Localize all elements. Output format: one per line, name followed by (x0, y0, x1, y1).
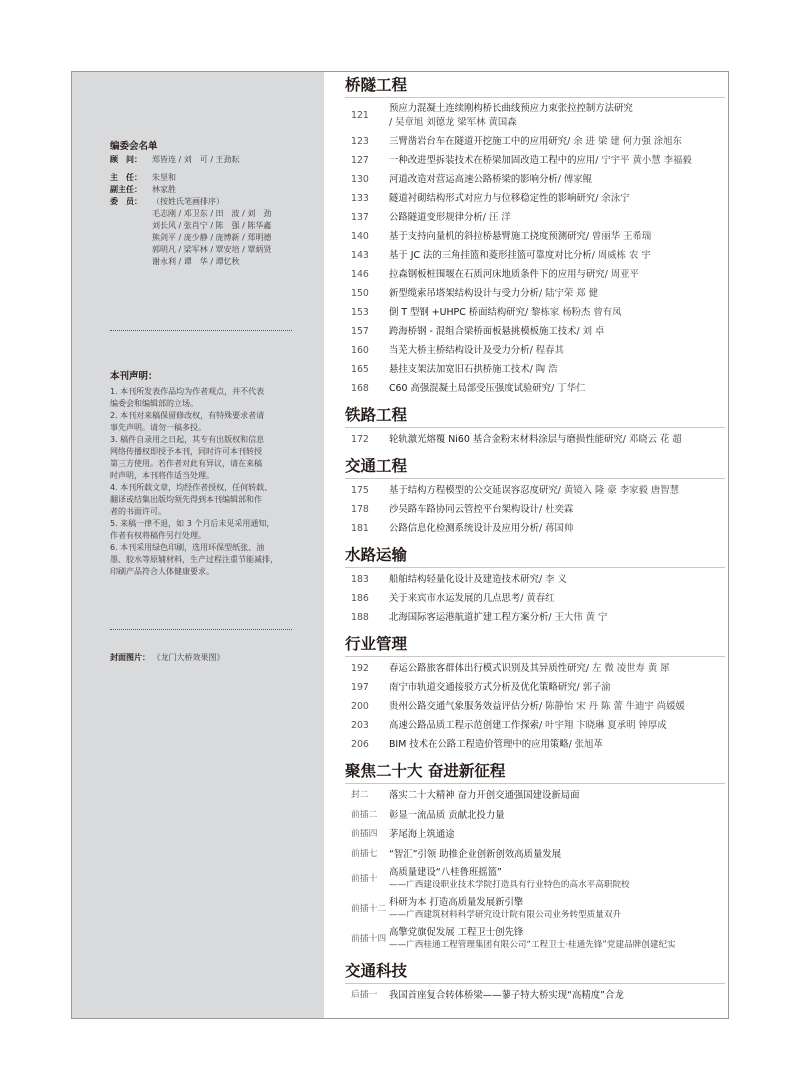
entry-text (389, 716, 725, 735)
committee-row (110, 172, 300, 184)
entry-authors: / 曾丽华 王希瑞 (585, 231, 652, 242)
entry-title: 关于来宾市水运发展的几点思考 (389, 593, 521, 604)
notice-line: 编委会和编辑部的立场。 (110, 399, 198, 408)
page-number: 130 (351, 174, 369, 185)
entry-text (389, 303, 725, 322)
committee-row (110, 196, 300, 208)
entry-text (389, 926, 725, 952)
entry-text (389, 678, 725, 697)
toc-entry[interactable] (345, 246, 725, 265)
entry-title: BIM 技术在公路工程造价管理中的应用策略 (389, 739, 569, 750)
page-number: 197 (351, 682, 369, 693)
entry-title: 一种改进型拆装技术在桥梁加固改造工程中的应用 (389, 155, 596, 166)
entry-title: 预应力混凝土连续刚构桥长曲线预应力束张拉控制方法研究 (389, 103, 633, 114)
notice-line: 作者有权将稿件另行处理。 (110, 531, 206, 540)
entry-title: 悬挂支架法加宽旧石拱桥施工技术 (389, 364, 530, 375)
entry-title: 船舶结构轻量化设计及建造技术研究 (389, 574, 540, 585)
entry-title: 三臂凿岩台车在隧道开挖施工中的应用研究 (389, 136, 568, 147)
page-number: 203 (351, 720, 369, 731)
entry-text (389, 208, 725, 227)
entry-subtitle: ——广西建筑材料科学研究设计院有限公司业务转型质量双升 (389, 910, 622, 920)
entry-text (389, 986, 725, 1006)
toc-entry[interactable] (345, 519, 725, 538)
toc-entry[interactable] (345, 716, 725, 735)
page-number: 186 (351, 593, 369, 604)
entry-text (389, 151, 725, 170)
committee-member-line: 刘长风 / 张肖宁 / 陈 强 / 陈华鑫 (152, 221, 272, 230)
committee-member-line: 毛志刚 / 邓卫东 / 田 波 / 刘 劲 (152, 209, 272, 218)
toc-entry[interactable] (345, 341, 725, 360)
toc-entry[interactable] (345, 303, 725, 322)
toc-entry[interactable] (345, 697, 725, 716)
entry-authors: / 周威栋 农 宇 (591, 250, 651, 261)
toc-entry[interactable] (345, 678, 725, 697)
committee-label: 委 员： (110, 197, 142, 206)
entry-title: “智汇”引领 助推企业创新创效高质量发展 (389, 848, 562, 860)
entry-text (389, 227, 725, 246)
toc-section (345, 544, 725, 627)
sidebar (72, 72, 324, 1018)
entry-subtitle: ——广西建设职业技术学院打造具有行业特色的高水平高职院校 (389, 880, 630, 890)
entry-title: 沙吴路车路协同云管控平台架构设计 (389, 504, 540, 515)
entry-title: 南宁市轨道交通接驳方式分析及优化策略研究 (389, 682, 577, 693)
toc-entry[interactable] (345, 227, 725, 246)
page-number: 前插十四 (351, 934, 387, 944)
committee-value: 郑皆连 / 刘 可 / 王劲耘 (152, 155, 240, 164)
toc-entry[interactable] (345, 735, 725, 754)
notice-line: 4. 本刊所载文章，均经作者授权，任何转载、 (110, 483, 273, 492)
entry-title: 高擎党旗促发展 工程卫士创先锋 (389, 927, 524, 938)
entry-title: 高质量建设“八桂鲁班摇篮” (389, 867, 502, 878)
toc-section (345, 455, 725, 538)
entry-text (389, 481, 725, 500)
section-rule (345, 783, 725, 784)
toc-entry[interactable] (345, 284, 725, 303)
toc-section (345, 404, 725, 449)
entry-text (389, 379, 725, 398)
toc-entry[interactable] (345, 924, 725, 954)
entry-text (389, 265, 725, 284)
page-number: 121 (351, 110, 369, 121)
entry-text (389, 519, 725, 538)
entry-authors: / 陆宁荣 郑 健 (539, 288, 598, 299)
page-number: 181 (351, 523, 369, 534)
page-number: 157 (351, 326, 369, 337)
toc-entry[interactable] (345, 659, 725, 678)
page-number: 175 (351, 485, 369, 496)
toc-entry[interactable] (345, 986, 725, 1006)
entry-text (389, 132, 725, 151)
page-number: 150 (351, 288, 369, 299)
entry-subtitle: ——广西桂通工程管理集团有限公司“工程卫士·桂通先锋”党建品牌创建纪实 (389, 940, 676, 950)
sidebar-divider (110, 629, 292, 630)
entry-text (389, 360, 725, 379)
toc-section (345, 633, 725, 754)
page-number: 前插十二 (351, 904, 387, 914)
entry-authors: / 陈静怡 宋 丹 陈 蕾 牛迪宇 尚媛媛 (539, 701, 685, 712)
entry-authors: / 程春其 (529, 345, 564, 356)
page-number: 137 (351, 212, 369, 223)
entry-title: 倒 T 型钢 +UHPC 桥面结构研究 (389, 307, 525, 318)
page-number: 183 (351, 574, 369, 585)
notice-line: 第三方使用。若作者对此有异议，请在来稿 (110, 459, 262, 468)
entry-text (389, 735, 725, 754)
section-rule (345, 983, 725, 984)
toc-entry[interactable] (345, 322, 725, 341)
committee-value: （按姓氏笔画排序） (152, 197, 224, 206)
entry-authors: / 王大伟 黄 宁 (548, 612, 608, 623)
notice-line: 印刷产品符合人体健康要求。 (110, 567, 214, 576)
page-number: 168 (351, 383, 369, 394)
section-title: 桥隧工程 (345, 76, 408, 94)
toc-entry[interactable] (345, 360, 725, 379)
notice-line: 2. 本刊对来稿保留修改权，有特殊要求者请 (110, 411, 265, 420)
entry-title: 轮轨激光熔覆 Ni60 基合金粉末材料涂层与磨损性能研究 (389, 434, 623, 445)
entry-title: 落实二十大精神 奋力开创交通强国建设新局面 (389, 790, 580, 801)
toc-entry[interactable] (345, 786, 725, 806)
entry-text (389, 659, 725, 678)
committee-value: 朱坚和 (152, 173, 176, 182)
entry-title: 彰显一流品质 贡献北投力量 (389, 809, 505, 821)
toc-entry[interactable] (345, 481, 725, 500)
page-number: 127 (351, 155, 369, 166)
page-number: 160 (351, 345, 369, 356)
cover-label: 封面图片： (110, 653, 150, 662)
toc-entry[interactable] (345, 570, 725, 589)
notice-line: 墨、胶水等原辅材料，生产过程注重节能减排， (110, 555, 278, 564)
entry-text (389, 570, 725, 589)
notice-line: 6. 本刊采用绿色印刷，选用环保型纸张、油 (110, 543, 265, 552)
toc-entry[interactable] (345, 864, 725, 894)
page-number: 封二 (351, 790, 369, 800)
entry-title: 公路隧道变形规律分析 (389, 212, 483, 223)
entry-text (389, 896, 725, 922)
cover-value: 《龙门大桥效果图》 (152, 653, 225, 662)
entry-authors: / 宁宇平 黄小慧 李福毅 (595, 155, 692, 166)
entry-title: 贵州公路交通气象服务效益评估分析 (389, 701, 540, 712)
entry-title: 北海国际客运港航道扩建工程方案分析 (389, 612, 549, 623)
toc-entry[interactable] (345, 132, 725, 151)
notice-line: 时声明，本刊将作适当处理。 (110, 471, 214, 480)
toc-entry[interactable] (345, 894, 725, 924)
notice-line: 者的书面许可。 (110, 507, 166, 516)
section-title: 交通工程 (345, 457, 408, 475)
toc-entry[interactable] (345, 379, 725, 398)
committee-label: 副主任： (110, 185, 142, 194)
toc-entry[interactable] (345, 265, 725, 284)
entry-authors: / 丁华仁 (551, 383, 586, 394)
page-number: 140 (351, 231, 369, 242)
entry-authors: / 吴章旭 刘德龙 梁军林 黄国森 (389, 117, 517, 128)
toc-entry[interactable] (345, 500, 725, 519)
entry-authors: / 陶 浩 (529, 364, 558, 375)
entry-authors: / 余泳宁 (595, 193, 630, 204)
page-number: 143 (351, 250, 369, 261)
section-title: 行业管理 (345, 635, 408, 653)
toc-section (345, 760, 725, 954)
entry-authors: / 黄镜入 隆 豪 李家毅 唐智慧 (557, 485, 679, 496)
page-number: 后插一 (351, 990, 378, 1000)
entry-authors: / 杜奕霖 (539, 504, 574, 515)
page-number: 133 (351, 193, 369, 204)
entry-title: 基于结构方程模型的公交延误容忍度研究 (389, 485, 558, 496)
page-number: 123 (351, 136, 369, 147)
toc-section (345, 74, 725, 398)
notice-line: 3. 稿件自录用之日起，其专有出版权和信息 (110, 435, 265, 444)
committee-title: 编委会名单 (110, 141, 158, 152)
section-rule (345, 427, 725, 428)
committee-row (110, 154, 300, 166)
toc-entry[interactable] (345, 825, 725, 845)
entry-title: 隧道衬砌结构形式对应力与位移稳定性的影响研究 (389, 193, 596, 204)
entry-text (389, 430, 725, 449)
entry-authors: / 蒋国帅 (539, 523, 574, 534)
entry-text (389, 589, 725, 608)
toc-entry[interactable] (345, 845, 725, 865)
notice-line: 事先声明。请勿一稿多投。 (110, 423, 206, 432)
page-number: 178 (351, 504, 369, 515)
entry-text (389, 500, 725, 519)
notice-line: 翻译或结集出版均须先得到本刊编辑部和作 (110, 495, 262, 504)
toc-entry[interactable] (345, 430, 725, 449)
sidebar-divider (110, 330, 292, 331)
committee-member-line: 谢永利 / 谭 华 / 谭忆秋 (152, 257, 240, 266)
entry-text (389, 825, 725, 845)
entry-authors: / 张旭革 (568, 739, 603, 750)
entry-authors: / 郭子渝 (576, 682, 611, 693)
entry-title: C60 高强混凝土局部受压强度试验研究 (389, 383, 552, 394)
page-number: 206 (351, 739, 369, 750)
page-number: 前插十 (351, 874, 378, 884)
entry-authors: / 叶宇翔 卞晓琳 夏承明 钟厚成 (539, 720, 667, 731)
notice-line: 5. 来稿一律不退，如 3 个月后未见采用通知， (110, 519, 275, 528)
entry-title: 跨海桥钢 - 混组合梁桥面板悬挑模板施工技术 (389, 326, 577, 337)
section-rule (345, 656, 725, 657)
toc-entry[interactable] (345, 608, 725, 627)
entry-text (389, 189, 725, 208)
committee-row (110, 184, 300, 196)
section-title: 水路运输 (345, 546, 408, 564)
section-rule (345, 567, 725, 568)
section-rule (345, 97, 725, 98)
entry-title: 公路信息化检测系统设计及应用分析 (389, 523, 540, 534)
page-number: 153 (351, 307, 369, 318)
committee-label: 主 任： (110, 173, 142, 182)
toc-entry[interactable] (345, 208, 725, 227)
page-number: 146 (351, 269, 369, 280)
toc-entry[interactable] (345, 151, 725, 170)
notice-line: 网络传播权即授予本刊，同时许可本刊转授 (110, 447, 262, 456)
section-title: 交通科技 (345, 962, 408, 980)
page-number: 172 (351, 434, 369, 445)
entry-title: 我国首座复合转体桥梁——蓼子特大桥实现“高精度”合龙 (389, 990, 624, 1001)
entry-title: 河道改造对营运高速公路桥梁的影响分析 (389, 174, 558, 185)
entry-text (389, 102, 725, 130)
section-title: 聚焦二十大 奋进新征程 (345, 762, 506, 780)
entry-text (389, 170, 725, 189)
entry-authors: / 周亚平 (604, 269, 639, 280)
toc-entry[interactable] (345, 589, 725, 608)
entry-title: 高速公路品质工程示范创建工作探索 (389, 720, 540, 731)
entry-text (389, 341, 725, 360)
contents (345, 74, 725, 1006)
entry-authors: / 左 微 凌世寿 黄 犀 (585, 663, 670, 674)
entry-title: 茅尾海上筑通途 (389, 829, 455, 840)
page-number: 165 (351, 364, 369, 375)
committee-member-line: 郭明凡 / 梁军林 / 覃安培 / 覃炳贤 (152, 245, 272, 254)
cover-note (110, 652, 310, 664)
notice-line: 1. 本刊所发表作品均为作者观点，并不代表 (110, 387, 265, 396)
entry-authors: / 汪 洋 (482, 212, 511, 223)
toc-entry[interactable] (345, 170, 725, 189)
committee-member-line: 熊剑平 / 庞少静 / 庞博新 / 郑明德 (152, 233, 272, 242)
entry-authors: / 黄春红 (520, 593, 555, 604)
toc-section (345, 960, 725, 1006)
entry-title: 基于 JC 法的三角挂篮和菱形挂篮可靠度对比分析 (389, 250, 592, 261)
notice-title: 本刊声明： (110, 371, 158, 382)
entry-title: 拉森钢板桩围堰在石质河床地质条件下的应用与研究 (389, 269, 605, 280)
entry-title: 新型缆索吊塔架结构设计与受力分析 (389, 288, 540, 299)
entry-text (389, 608, 725, 627)
section-title: 铁路工程 (345, 406, 408, 424)
entry-title: 春运公路旅客群体出行模式识别及其异质性研究 (389, 663, 586, 674)
page-number: 前插二 (351, 809, 378, 820)
entry-text (389, 697, 725, 716)
entry-authors: / 邓晓云 花 超 (622, 434, 682, 445)
page-number: 192 (351, 663, 369, 674)
committee-label: 顾 问： (110, 155, 142, 164)
entry-text (389, 246, 725, 265)
page-number: 188 (351, 612, 369, 623)
entry-text (389, 786, 725, 806)
page-number: 前插七 (351, 848, 378, 859)
toc-entry[interactable] (345, 100, 725, 132)
entry-text (389, 284, 725, 303)
committee-value: 林家胜 (152, 185, 176, 194)
committee-list (110, 154, 300, 268)
entry-text (389, 866, 725, 892)
entry-title: 当芜大桥主桥结构设计及受力分析 (389, 345, 530, 356)
entry-title: 基于支持向量机的斜拉桥悬臂施工挠度预测研究 (389, 231, 586, 242)
page-number: 200 (351, 701, 369, 712)
entry-authors: / 李 义 (539, 574, 567, 585)
entry-text (389, 806, 725, 826)
toc-entry[interactable] (345, 806, 725, 826)
toc-entry[interactable] (345, 189, 725, 208)
entry-text (389, 322, 725, 341)
entry-title: 科研为本 打造高质量发展新引擎 (389, 897, 524, 908)
entry-authors: / 余 进 梁 建 何力强 涂旭东 (567, 136, 682, 147)
entry-text (389, 845, 725, 865)
section-rule (345, 478, 725, 479)
entry-authors: / 黎栋家 杨粉杰 曾有凤 (525, 307, 622, 318)
page-number: 前插四 (351, 829, 378, 839)
notice-body (110, 386, 310, 578)
entry-authors: / 傅家鲲 (557, 174, 593, 185)
entry-authors: / 刘 卓 (576, 326, 605, 337)
